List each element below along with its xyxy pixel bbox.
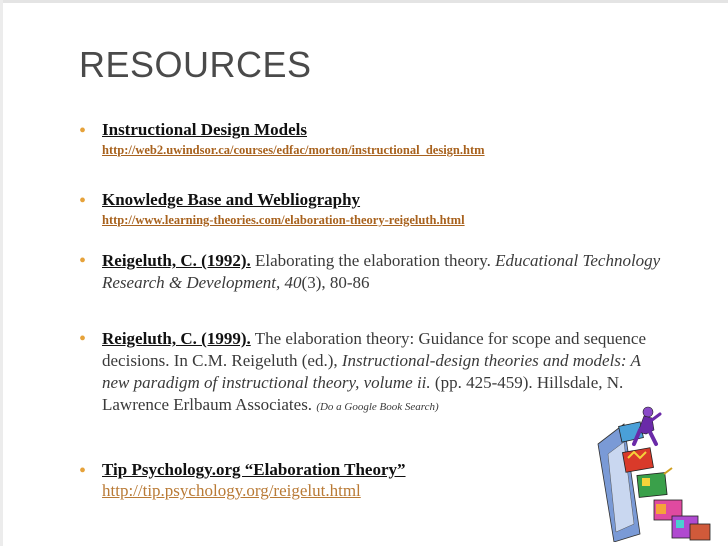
citation-issue: (3), 80-86: [301, 273, 370, 292]
bullet-icon: •: [79, 190, 87, 212]
citation-author: Reigeluth, C. (1999).: [102, 329, 251, 348]
citation-text: The elaboration theory: Guidance for scope and sequence decisions. In C.M. Reigeluth (ed.),: [102, 329, 646, 370]
citation-author: Reigeluth, C. (1992).: [102, 251, 251, 270]
bullet-icon: •: [79, 250, 87, 272]
left-border: [0, 0, 3, 546]
citation-journal: Educational Technology Research & Development, 40: [102, 251, 661, 292]
citation: [102, 328, 672, 418]
bullet-icon: •: [79, 328, 87, 350]
citation-publisher: (pp. 425-459). Hillsdale, N. Lawrence Erlbaum Associates.: [102, 373, 624, 414]
citation-book: Instructional-design theories and models: A new paradigm of instructional theory, volume ii.: [102, 351, 641, 392]
resource-link[interactable]: http://www.learning-theories.com/elaboration-theory-reigeluth.html: [102, 213, 465, 227]
resource-heading: Instructional Design Models: [102, 120, 307, 139]
resource-item-4: [79, 328, 672, 418]
climbing-blocks-clipart: [594, 404, 714, 542]
citation-note: (Do a Google Book Search): [316, 401, 439, 413]
bullet-icon: •: [79, 460, 87, 482]
resource-link[interactable]: http://tip.psychology.org/reigelut.html: [102, 481, 361, 500]
slide-title: RESOURCES: [79, 44, 312, 85]
resource-item-1: [79, 120, 672, 158]
resource-link[interactable]: http://web2.uwindsor.ca/courses/edfac/morton/instructional_design.htm: [102, 143, 485, 157]
resource-item-3: [79, 250, 672, 294]
resource-item-5: [79, 460, 672, 502]
bullet-icon: •: [79, 120, 87, 142]
citation-title: Elaborating the elaboration theory.: [254, 251, 491, 270]
top-border: [0, 0, 728, 3]
resource-heading: Knowledge Base and Webliography: [102, 190, 361, 209]
citation: [102, 250, 672, 294]
resource-heading: Tip Psychology.org “Elaboration Theory”: [102, 460, 406, 479]
resource-item-2: [79, 190, 672, 228]
